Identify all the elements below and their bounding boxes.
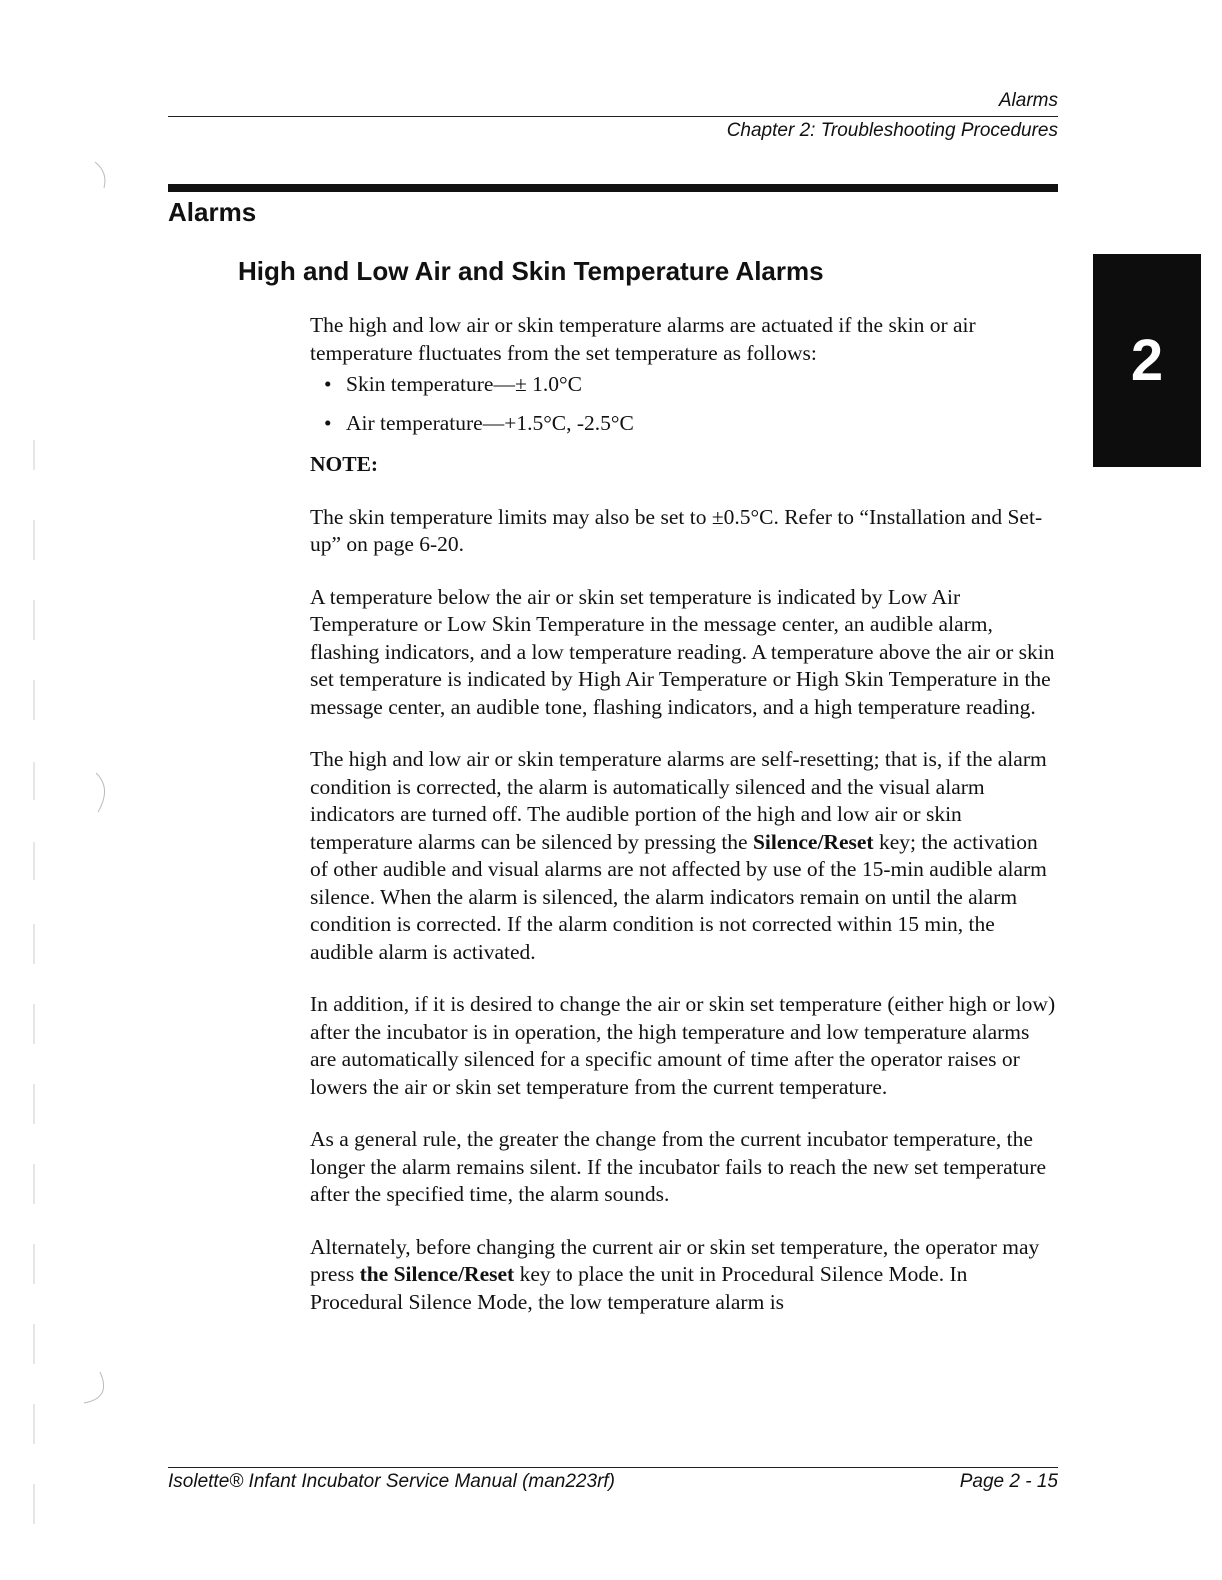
paragraph-set-temperature-change: In addition, if it is desired to change the air or skin set temperature (either high or low) after the incubator is in operation, the high temperature and low temperature alarms are automatically silenced for a specific amount of time after the operator raises or lowers the air or skin set temperature from the current temperature. [310, 992, 1056, 1099]
paragraph-text: key to place the unit in Procedural Silence Mode. In Procedural Silence Mode, the low temperature alarm is [310, 1262, 968, 1314]
note-label: NOTE: [310, 452, 379, 476]
header-rule [168, 116, 1058, 117]
intro-paragraph: The high and low air or skin temperature alarms are actuated if the skin or air temperature fluctuates from the set temperature as follows: [310, 313, 976, 365]
bullet-skin-temperature: Skin temperature—± 1.0°C [346, 372, 582, 396]
paragraph-text: Alternately, before changing the current air or skin set temperature, the operator may press [310, 1234, 1040, 1286]
section-title: Alarms [168, 197, 257, 227]
paragraph-low-high-indication: A temperature below the air or skin set temperature is indicated by Low Air Temperature or Low Skin Temperature in the message center, an audible alarm, flashing indicators, and a low temperature reading. A temperature above the air or skin set temperature is indicated by High Air Temperature or High Skin Temperature in the message center, an audible tone, flashing indicators, and a high temperature reading. [310, 584, 1055, 719]
body-text [310, 312, 1058, 1341]
running-header-section: Alarms [998, 90, 1058, 111]
chapter-tab-number: 2 [1130, 328, 1164, 393]
bullet-air-temperature: Air temperature—+1.5°C, -2.5°C [346, 410, 634, 435]
temperature-limits-list [310, 371, 1058, 437]
paragraph-text: The high and low air or skin temperature alarms are self-resetting; that is, if the alarm condition is corrected, the alarm is automatically silenced and the visual alarm indicators are turned off. The audible portion of the high and low air or skin temperature alarms can be silenced by pressing the [310, 747, 1047, 854]
footer-page-number: Page 2 - 15 [959, 1471, 1058, 1492]
chapter-tab [1093, 254, 1201, 467]
subsection-title: High and Low Air and Skin Temperature Alarms [238, 256, 824, 286]
paragraph-text: key; the activation of other audible and visual alarms are not affected by use of the 15-min audible alarm silence. When the alarm is silenced, the alarm indicators remain on until the alarm condition is corrected. If the alarm condition is not corrected within 15 min, the audible alarm is activated. [310, 829, 1047, 964]
bullet-icon: • [324, 372, 332, 396]
silence-reset-key: the Silence/Reset [359, 1262, 515, 1286]
list-item [324, 410, 1058, 438]
footer-rule [168, 1467, 1058, 1468]
running-header-chapter: Chapter 2: Troubleshooting Procedures [726, 120, 1058, 141]
footer-manual-title: Isolette® Infant Incubator Service Manual (man223rf) [168, 1471, 616, 1492]
paragraph-general-rule: As a general rule, the greater the change from the current incubator temperature, the longer the alarm remains silent. If the incubator fails to reach the new set temperature after the specified time, the alarm sounds. [310, 1127, 1047, 1206]
section-divider [168, 184, 1058, 192]
scan-binding-marks [0, 0, 120, 1580]
paragraph-self-resetting [310, 746, 1058, 966]
silence-reset-key: Silence/Reset [752, 829, 874, 854]
note-text: The skin temperature limits may also be set to ±0.5°C. Refer to “Installation and Set-up” on page 6-20. [310, 504, 1043, 556]
paragraph-procedural-silence [310, 1234, 1058, 1317]
bullet-icon: • [324, 410, 332, 435]
list-item [324, 371, 1058, 399]
